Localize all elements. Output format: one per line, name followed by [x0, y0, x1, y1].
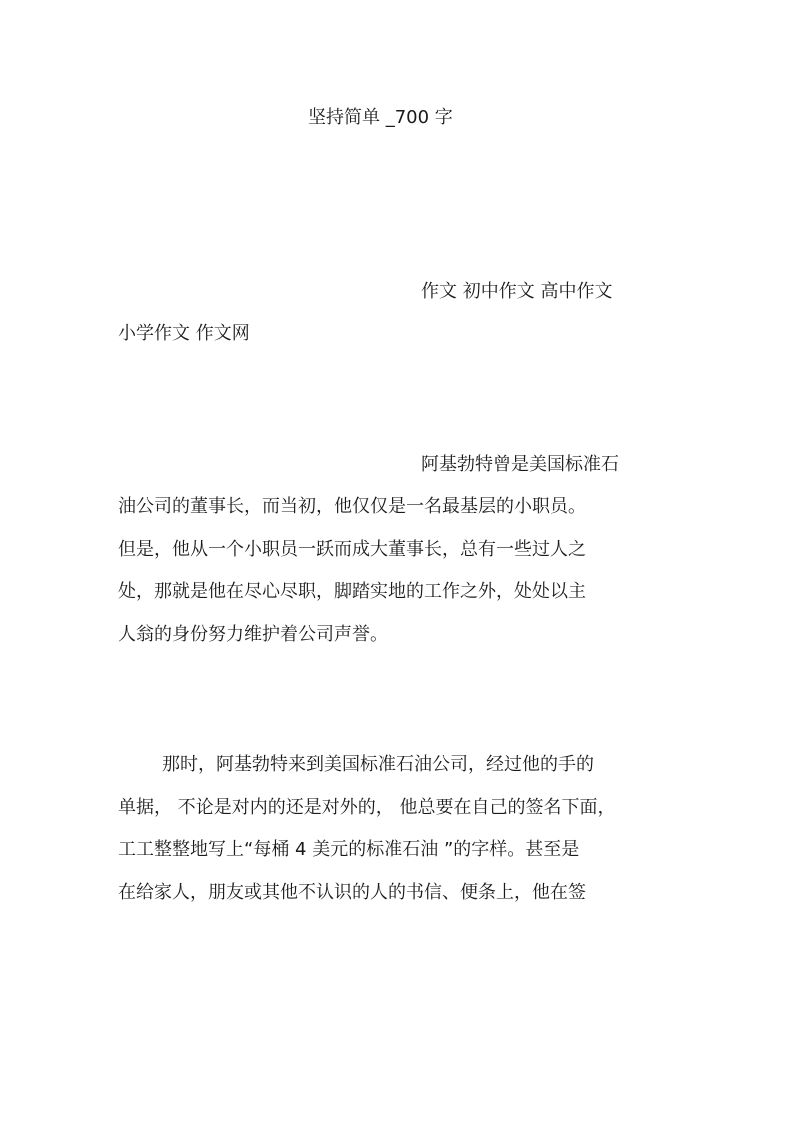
category-line-1: 作文 初中作文 高中作文: [421, 281, 613, 302]
paragraph-line: 在给家人，朋友或其他不认识的人的书信、便条上，他在签: [118, 882, 586, 903]
paragraph-line: 但是，他从一个小职员一跃而成大董事长，总有一些过人之: [118, 539, 586, 560]
paragraph-line: 单据， 不论是对内的还是对外的， 他总要在自己的签名下面，: [118, 797, 616, 818]
category-line-2: 小学作文 作文网: [118, 323, 250, 344]
paragraph-line: 那时，阿基勃特来到美国标准石油公司，经过他的手的: [162, 754, 594, 775]
paragraph-line: 工工整整地写上“每桶 4 美元的标准石油 ”的字样。甚至是: [118, 839, 580, 860]
paragraph-line: 阿基勃特曾是美国标准石: [421, 454, 619, 475]
paragraph-line: 人翁的身份努力维护着公司声誉。: [118, 624, 388, 645]
paragraph-line: 处，那就是他在尽心尽职，脚踏实地的工作之外，处处以主: [118, 581, 586, 602]
document-title: 坚持简单 _700 字: [308, 107, 453, 128]
paragraph-line: 油公司的董事长，而当初，他仅仅是一名最基层的小职员。: [118, 496, 586, 517]
